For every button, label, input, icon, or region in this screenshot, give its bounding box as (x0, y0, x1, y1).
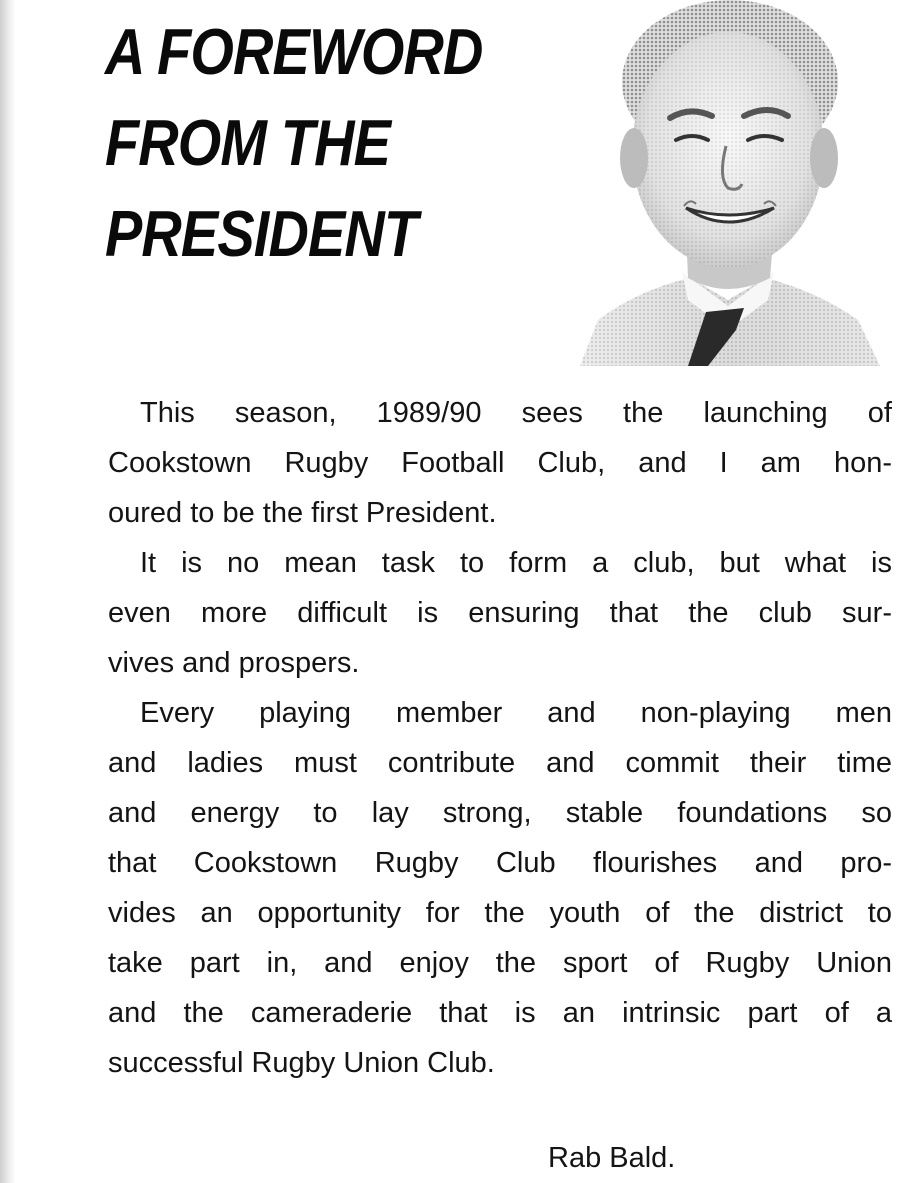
page-title (105, 6, 501, 279)
text-line: even more difficult is ensuring that the club sur- (108, 597, 892, 629)
text-line: that Cookstown Rugby Club flourishes and pro- (108, 847, 892, 879)
text-line: successful Rugby Union Club. (108, 1047, 495, 1079)
foreword-body (108, 388, 892, 1088)
text-line: Cookstown Rugby Football Club, and I am hon- (108, 447, 892, 479)
signature: Rab Bald. (548, 1142, 676, 1174)
paragraph (108, 688, 892, 1088)
text-line: take part in, and enjoy the sport of Rugby Union (108, 947, 892, 979)
text-line: It is no mean task to form a club, but what is (140, 547, 892, 579)
title-line: A FOREWORD (105, 15, 483, 88)
paragraph (108, 388, 892, 538)
paragraph (108, 538, 892, 688)
text-line: vives and prospers. (108, 647, 360, 679)
president-portrait-photo (578, 0, 880, 366)
title-line: FROM THE (105, 106, 391, 179)
text-line: oured to be the first President. (108, 497, 497, 529)
text-line: vides an opportunity for the youth of the district to (108, 897, 892, 929)
page-edge-shadow (0, 0, 16, 1183)
text-line: and the cameraderie that is an intrinsic part of a (108, 997, 892, 1029)
text-line: This season, 1989/90 sees the launching of (140, 397, 892, 429)
title-line: PRESIDENT (105, 197, 418, 270)
text-line: and energy to lay strong, stable foundations so (108, 797, 892, 829)
text-line: and ladies must contribute and commit their time (108, 747, 892, 779)
text-line: Every playing member and non-playing men (140, 697, 892, 729)
